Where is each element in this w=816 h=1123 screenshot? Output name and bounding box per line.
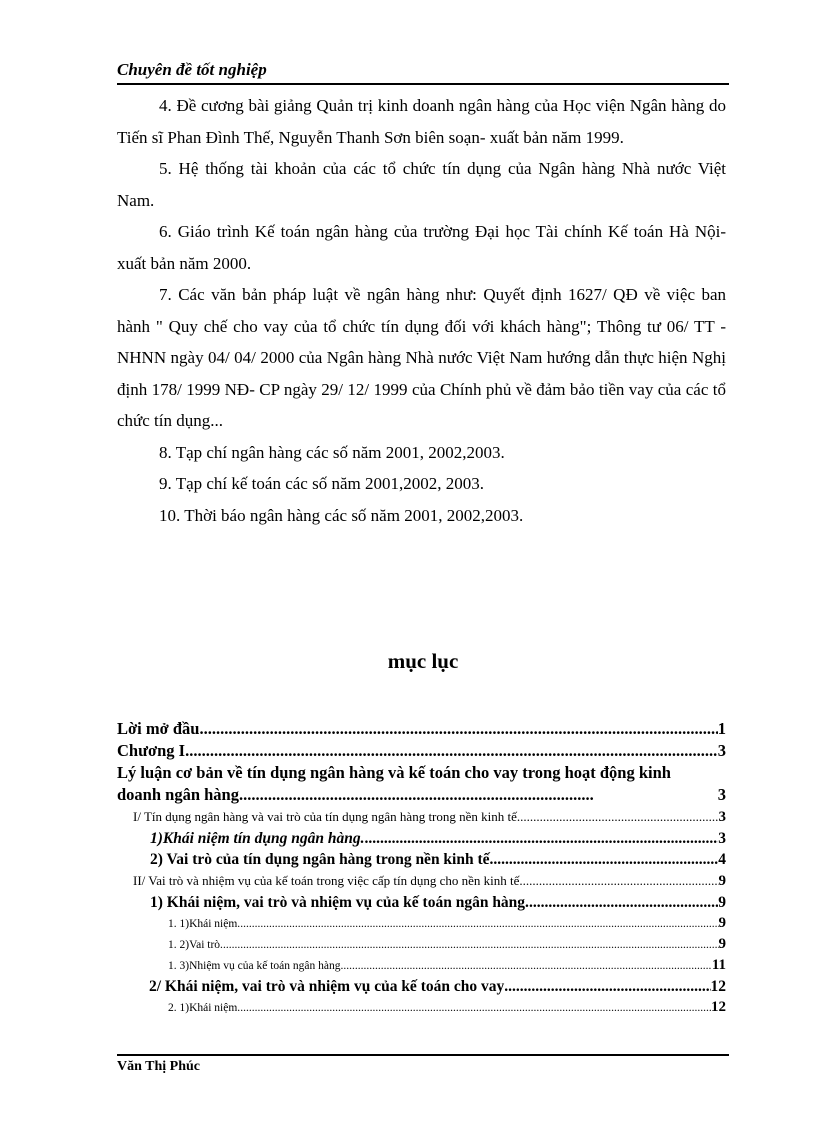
toc-leader — [189, 740, 718, 762]
toc-leader — [490, 849, 719, 870]
reference-item: 9. Tạp chí kế toán các số năm 2001,2002, 2003. — [159, 474, 484, 493]
toc-entry-page: 9 — [718, 894, 726, 911]
footer-divider — [117, 1054, 729, 1056]
reference-item: 4. Đề cương bài giảng Quản trị kinh doanh ngân hàng của Học viện Ngân hàng do Tiến sĩ Phan Đình Thế, Nguyễn Thanh Sơn biên soạn- xuất bản năm 1999. — [117, 96, 726, 147]
toc-entry-page: 3 — [717, 785, 726, 804]
toc-leader — [365, 828, 719, 849]
toc-entry — [117, 762, 726, 806]
toc-entry — [117, 740, 726, 762]
toc-entry — [117, 913, 726, 934]
reference-item: 7. Các văn bản pháp luật về ngân hàng như: Quyết định 1627/ QĐ về việc ban hành " Quy chế cho vay của tổ chức tín dụng đối với khách hàng"; Thông tư 06/ TT - NHNN ngày 04/ 04/ 2000 của Ngân hàng Nhà nước Việt Nam hướng dẫn thực hiện Nghị định 178/ 1999 NĐ- CP ngày 29/ 12/ 1999 của Chính phủ về đảm bảo tiền vay của các tổ chức tín dụng... — [117, 285, 726, 430]
toc-entry-page: 3 — [718, 809, 726, 825]
toc-entry-page: 3 — [718, 830, 726, 847]
toc-entry-page: 4 — [718, 851, 726, 868]
toc-entry-page: 9 — [718, 915, 726, 931]
toc-entry-title: II/ Vai trò và nhiệm vụ của kế toán trong việc cấp tín dụng cho nền kinh tế — [133, 873, 520, 888]
toc-entry-title: 2) Vai trò của tín dụng ngân hàng trong nền kinh tế — [150, 851, 490, 868]
toc-leader — [204, 718, 718, 740]
toc-entry-title: 2/ Khái niệm, vai trò và nhiệm vụ của kế toán cho vay — [149, 978, 505, 995]
toc-entry — [117, 997, 726, 1018]
toc-entry-title: Chương I. — [117, 741, 190, 760]
header-divider — [117, 83, 729, 85]
toc-entry — [117, 955, 726, 976]
toc-leader — [517, 806, 719, 827]
toc-leader — [529, 892, 718, 913]
toc-leader — [519, 870, 718, 891]
toc-entry — [117, 870, 726, 892]
toc-entry — [117, 976, 726, 997]
toc-entry — [117, 934, 726, 955]
toc-leader — [240, 914, 718, 934]
toc-entry-title: 1. 3)Nhiệm vụ của kế toán ngân hàng. — [168, 960, 344, 972]
reference-item: 6. Giáo trình Kế toán ngân hàng của trường Đại học Tài chính Kế toán Hà Nội- xuất bản năm 2000. — [117, 222, 726, 273]
toc-entry-page: 9 — [718, 936, 726, 952]
toc-entry — [117, 849, 726, 870]
table-of-contents — [117, 718, 726, 1018]
toc-entry-title: I/ Tín dụng ngân hàng và vai trò của tín dụng ngân hàng trong nền kinh tế — [133, 809, 517, 824]
toc-entry-page: 11 — [711, 957, 726, 973]
toc-leader — [504, 976, 710, 997]
toc-entry-page: 3 — [717, 741, 726, 760]
toc-entry-title: 1) Khái niệm, vai trò và nhiệm vụ của kế toán ngân hàng. — [150, 894, 529, 911]
toc-entry — [117, 828, 726, 849]
toc-entry — [117, 718, 726, 740]
toc-heading: mục lục — [387, 649, 459, 673]
reference-item: 5. Hệ thống tài khoản của các tổ chức tín dụng của Ngân hàng Nhà nước Việt Nam. — [117, 159, 726, 210]
toc-entry-page: 12 — [710, 978, 726, 995]
reference-item: 8. Tạp chí ngân hàng các số năm 2001, 2002,2003. — [159, 442, 505, 462]
toc-entry-page: 12 — [711, 999, 726, 1015]
toc-entry — [117, 892, 726, 913]
reference-item: 10. Thời báo ngân hàng các số năm 2001, 2002,2003. — [159, 505, 524, 525]
toc-entry-title: Lời mở đầu. — [117, 719, 204, 738]
toc-entry-title: 1)Khái niệm tín dụng ngân hàng. — [150, 830, 365, 847]
toc-leader — [343, 956, 711, 976]
document-footer: Văn Thị Phúc — [117, 1059, 200, 1074]
toc-leader — [240, 998, 711, 1018]
reference-list — [117, 90, 726, 531]
document-header: Chuyên đề tốt nghiệp — [117, 60, 267, 79]
toc-entry — [117, 806, 726, 828]
toc-entry-title: 1. 1)Khái niệm. — [168, 918, 241, 930]
toc-entry-title: Lý luận cơ bản về tín dụng ngân hàng và kế toán cho vay trong hoạt động kinh doanh ngân hàng — [117, 763, 671, 804]
toc-entry-title: 1. 2)Vai trò. — [168, 939, 223, 951]
toc-entry-title: 2. 1)Khái niệm. — [168, 1002, 241, 1014]
toc-entry-page: 9 — [718, 873, 726, 889]
toc-leader — [223, 935, 719, 955]
toc-entry-page: 1 — [717, 719, 726, 738]
toc-leader: ...................................................................................... — [239, 785, 594, 804]
